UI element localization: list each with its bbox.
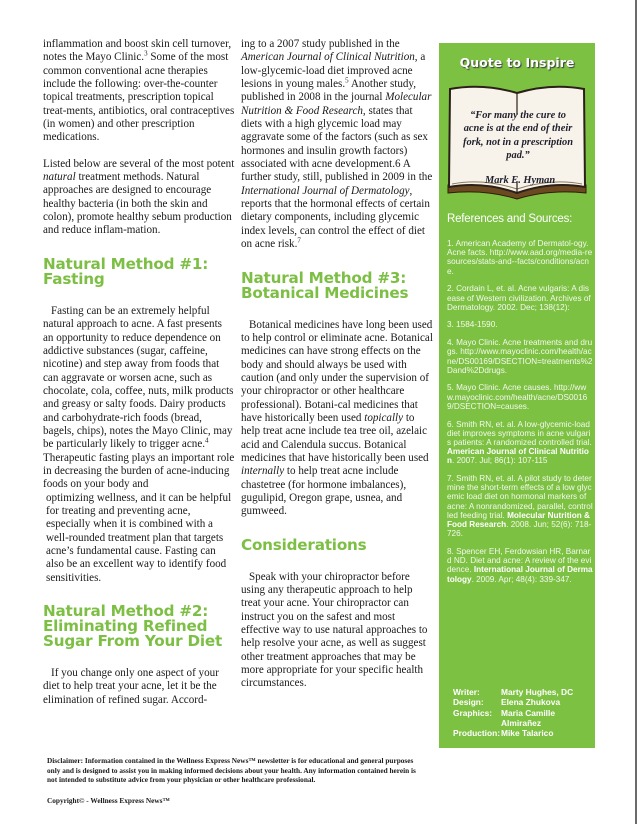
- intro-paragraph-2: Listed below are several of the most potent natural treatment methods. Natural approaches are designed to encourage healthy bacteria (in both the skin and colon), promote healthy sebum production and reduce inflam-mation.: [43, 157, 235, 237]
- method3-heading: Natural Method #3: Botanical Medicines: [241, 268, 409, 302]
- reference-item: 8. Spencer EH, Ferdowsian HR, Barnard ND. Diet and acne: A review of the evidence. International Journal of Dermatology. 2009. Apr; 48(4): 339-347.: [447, 546, 593, 584]
- reference-item: 1. American Academy of Dermatol-ogy. Acne facts. http://www.aad.org/media-resources/stats-and--facts/conditions/acne.: [447, 239, 593, 276]
- references-list: [447, 239, 593, 592]
- footnote-ref-4: 4: [205, 436, 209, 445]
- disclaimer-text: Disclaimer: Information contained in the Wellness Express News™ newsletter is for educational and general purposes only and is designed to assist you in making informed decisions about your health. Any information contained herein is not intended to substitute advice from your physician or other healthcare professional.: [47, 756, 416, 785]
- reference-item: 6. Smith RN, et. al. A low-glycemic-load diet improves symptoms in acne vulgaris patients: A randomized controlled trial. American Journal of Clinical Nutrition. 2007. Jul; 86(1): 107-115: [447, 419, 592, 466]
- sidebar-panel: [439, 43, 595, 748]
- credit-row: Writer: Marty Hughes, DC: [453, 687, 574, 697]
- considerations-heading: Considerations: [241, 535, 367, 554]
- credits-block: [453, 687, 593, 738]
- method2-heading: Natural Method #2: Eliminating Refined Sugar From Your Diet: [43, 602, 223, 651]
- footnote-ref-3: 3: [144, 49, 148, 58]
- article-column-2: [241, 38, 433, 691]
- reference-item: 7. Smith RN, et. al. A pilot study to determine the short-term effects of a low glycemic load diet on hormonal markers of acne: A nonrandomized, parallel, controlled feeding trial. Molecular Nutrition & Food Research. 2008. Jun; 52(6): 718-726.: [447, 474, 593, 539]
- glycemic-study-paragraph: ing to a 2007 study published in the American Journal of Clinical Nutrition, a low-glycemic-load diet improved acne lesions in young males.$^5$ Another study, published in 2008 in the journal Molecular Nutrition & Food Research, states that diets with a high glycemic load may aggravate some of the factors (such as sex hormones and insulin growth factors) associated with acne development.6 A further study, still, published in 2009 in the International Journal of Dermatology, reports that the hormonal effects of certain dietary components, including glycemic index levels, can control the effect of diet on acne risk.$^7$: [241, 38, 433, 251]
- method1-heading: Natural Method #1: Fasting: [43, 254, 209, 288]
- method3-paragraph: Botanical medicines have long been used to help control or eliminate acne. Botanical medicines can have strong effects on the body and should always be used with caution (and only under the supervision of your chiropractor or other healthcare professional). Botani-cal medicines that have historically been used topically to help treat acne include tea tree oil, azelaic acid and Calendula succus. Botanical medicines that have historically been used internally to help treat acne include chastetree (for hormone imbalances), gugulipid, Oregon grape, usnea, and gumweed.: [241, 318, 433, 518]
- reference-item: 3. 1584-1590.: [447, 320, 498, 330]
- method1-paragraph: Fasting can be an extremely helpful natural approach to acne. A fast presents an opportunity to reduce dependence on addictive substances (sugar, caffeine, nicotine) and step away from foods that can aggravate or worsen acne, such as chocolate, cola, coffee, nuts, milk products and greasy or salty foods. Dairy products and carbohydrate-rich foods (bread, bagels, chips), notes the Mayo Clinic, may be particularly likely to trigger acne.$^4$ Therapeutic fasting plays an important role in decreasing the burden of acne-inducing foods on your body and: [43, 304, 235, 491]
- method1-paragraph-cont: optimizing wellness, and it can be helpful for treating and preventing acne, especially when it is combined with a well-rounded treatment plan that targets acne’s fundamental cause. Fasting can also be an excellent way to identify food sensitivities.: [46, 491, 232, 584]
- quote-author: Mark E. Hyman: [485, 175, 556, 186]
- reference-item: 5. Mayo Clinic. Acne causes. http://www.mayoclinic.com/health/acne/DS00169/DSECTION=causes.: [447, 383, 588, 411]
- quote-book: [445, 81, 589, 202]
- quote-text: “For many the cure to acne is at the end of their fork, not in a prescription pad.”: [463, 110, 573, 162]
- considerations-paragraph: Speak with your chiropractor before using any therapeutic approach to help treat your acne. Your chiropractor can instruct you on the safest and most effective way to use natural approaches to help resolve your acne, as well as suggest other treatment approaches that may be more appropriate for your specific health circumstances.: [241, 570, 428, 690]
- method2-paragraph: If you change only one aspect of your diet to help treat your acne, let it be the elimination of refined sugar. Accord-: [43, 667, 219, 706]
- reference-item: 2. Cordain L, et. al. Acne vulgaris: A disease of Western civilization. Archives of Dermatology. 2002. Dec; 138(12):: [447, 284, 591, 312]
- references-title: References and Sources:: [447, 213, 573, 225]
- intro-paragraph-1: inflammation and boost skin cell turnover, notes the Mayo Clinic.$^3$ Some of the most common conventional acne therapies include the following: over-the-counter topical treatments, prescription topical treat-ments, antibiotics, oral contraceptives (in women) and other prescription medications.: [43, 38, 235, 144]
- quote-title: Quote to Inspire: [459, 55, 575, 70]
- reference-item: 4. Mayo Clinic. Acne treatments and drugs. http://www.mayoclinic.com/health/acne/DS00169/DSECTION=treatments%2Dand%2Ddrugs.: [447, 338, 593, 375]
- credit-row: Graphics: Maria Camille Almirañez: [453, 707, 555, 728]
- credit-row: Design: Elena Zhukova: [453, 697, 561, 708]
- credit-row: Production: Mike Talarico: [453, 728, 554, 739]
- article-column-1: [43, 38, 235, 707]
- page-edge-divider: [635, 0, 637, 824]
- copyright-text: Copyright© - Wellness Express News™: [47, 796, 170, 805]
